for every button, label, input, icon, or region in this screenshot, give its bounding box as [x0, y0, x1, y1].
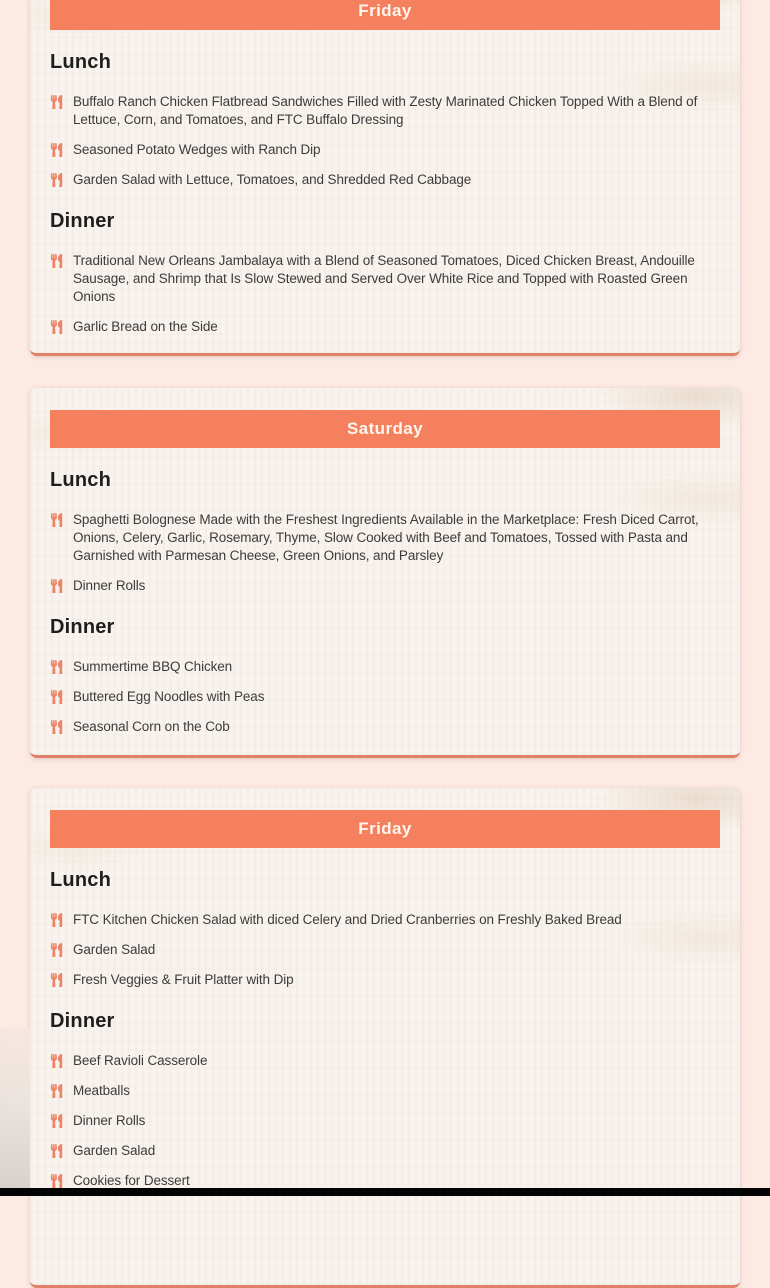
menu-item — [50, 577, 720, 595]
menu-item — [50, 941, 720, 959]
menu-item — [50, 688, 720, 706]
menu-item-text: Dinner Rolls — [73, 1113, 146, 1128]
menu-item — [50, 911, 720, 929]
menu-item-text: Summertime BBQ Chicken — [73, 659, 233, 674]
meal-heading: Dinner — [50, 616, 115, 638]
meal-heading: Lunch — [50, 869, 111, 891]
menu-item-text: Beef Ravioli Casserole — [73, 1053, 208, 1068]
day-banner — [50, 410, 720, 448]
meal-item-list — [50, 252, 720, 336]
utensils-icon — [50, 95, 63, 109]
menu-item-text: Cookies for Dessert — [73, 1173, 190, 1188]
utensils-icon — [50, 690, 63, 704]
meal-heading: Lunch — [50, 51, 111, 73]
utensils-icon — [50, 973, 63, 987]
menu-item — [50, 141, 720, 159]
day-title: Friday — [358, 819, 412, 838]
utensils-icon — [50, 579, 63, 593]
meal-heading: Dinner — [50, 210, 115, 232]
utensils-icon — [50, 513, 63, 527]
meal-item-list — [50, 93, 720, 189]
background-corner-shade — [0, 1028, 30, 1188]
utensils-icon — [50, 1084, 63, 1098]
menu-item-text: Spaghetti Bolognese Made with the Freshest Ingredients Available in the Marketplace: Fresh Diced Carrot, Onions, Celery, Garlic, Rosemary, Thyme, Slow Cooked with Beef and Tomatoes, Tossed with Pasta and Garnished with Parmesan Cheese, Green Onions, and Parsley — [73, 512, 699, 563]
menu-item-text: Traditional New Orleans Jambalaya with a Blend of Seasoned Tomatoes, Diced Chicken Breast, Andouille Sausage, and Shrimp that Is Slow Stewed and Served Over White Rice and Topped with Roasted Green Onions — [73, 253, 695, 304]
menu-item-text: FTC Kitchen Chicken Salad with diced Celery and Dried Cranberries on Freshly Baked Bread — [73, 912, 622, 927]
menu-item — [50, 658, 720, 676]
day-banner — [50, 810, 720, 848]
menu-item — [50, 971, 720, 989]
menu-item — [50, 1112, 720, 1130]
bottom-black-bar — [0, 1188, 770, 1196]
utensils-icon — [50, 1114, 63, 1128]
day-title: Saturday — [347, 419, 423, 438]
menu-item-text: Seasonal Corn on the Cob — [73, 719, 230, 734]
menu-item-text: Garden Salad — [73, 942, 156, 957]
meal-item-list — [50, 658, 720, 736]
day-card — [30, 0, 740, 356]
menu-item-text: Buttered Egg Noodles with Peas — [73, 689, 265, 704]
menu-item — [50, 718, 720, 736]
utensils-icon — [50, 1054, 63, 1068]
utensils-icon — [50, 143, 63, 157]
day-card — [30, 788, 740, 1288]
utensils-icon — [50, 660, 63, 674]
meal-heading: Dinner — [50, 1010, 115, 1032]
menu-item-text: Garden Salad — [73, 1143, 156, 1158]
meal-item-list — [50, 1052, 720, 1190]
menu-item-text: Garden Salad with Lettuce, Tomatoes, and Shredded Red Cabbage — [73, 172, 472, 187]
menu-item-text: Garlic Bread on the Side — [73, 319, 218, 334]
menu-item — [50, 511, 720, 565]
utensils-icon — [50, 254, 63, 268]
day-card — [30, 388, 740, 758]
menu-item-text: Buffalo Ranch Chicken Flatbread Sandwiches Filled with Zesty Marinated Chicken Topped With a Blend of Lettuce, Corn, and Tomatoes, and FTC Buffalo Dressing — [73, 94, 698, 127]
menu-item — [50, 93, 720, 129]
utensils-icon — [50, 943, 63, 957]
utensils-icon — [50, 1144, 63, 1158]
meal-item-list — [50, 911, 720, 989]
utensils-icon — [50, 913, 63, 927]
menu-item — [50, 1082, 720, 1100]
menu-item — [50, 171, 720, 189]
menu-item — [50, 1052, 720, 1070]
menu-item — [50, 1142, 720, 1160]
utensils-icon — [50, 320, 63, 334]
menu-item-text: Fresh Veggies & Fruit Platter with Dip — [73, 972, 294, 987]
menu-item-text: Dinner Rolls — [73, 578, 146, 593]
day-title: Friday — [358, 1, 412, 20]
utensils-icon — [50, 173, 63, 187]
meal-heading: Lunch — [50, 469, 111, 491]
menu-item-text: Meatballs — [73, 1083, 130, 1098]
utensils-icon — [50, 720, 63, 734]
meal-item-list — [50, 511, 720, 595]
menu-item — [50, 252, 720, 306]
menu-item — [50, 318, 720, 336]
day-banner — [50, 0, 720, 30]
menu-item-text: Seasoned Potato Wedges with Ranch Dip — [73, 142, 321, 157]
utensils-icon — [50, 1174, 63, 1188]
